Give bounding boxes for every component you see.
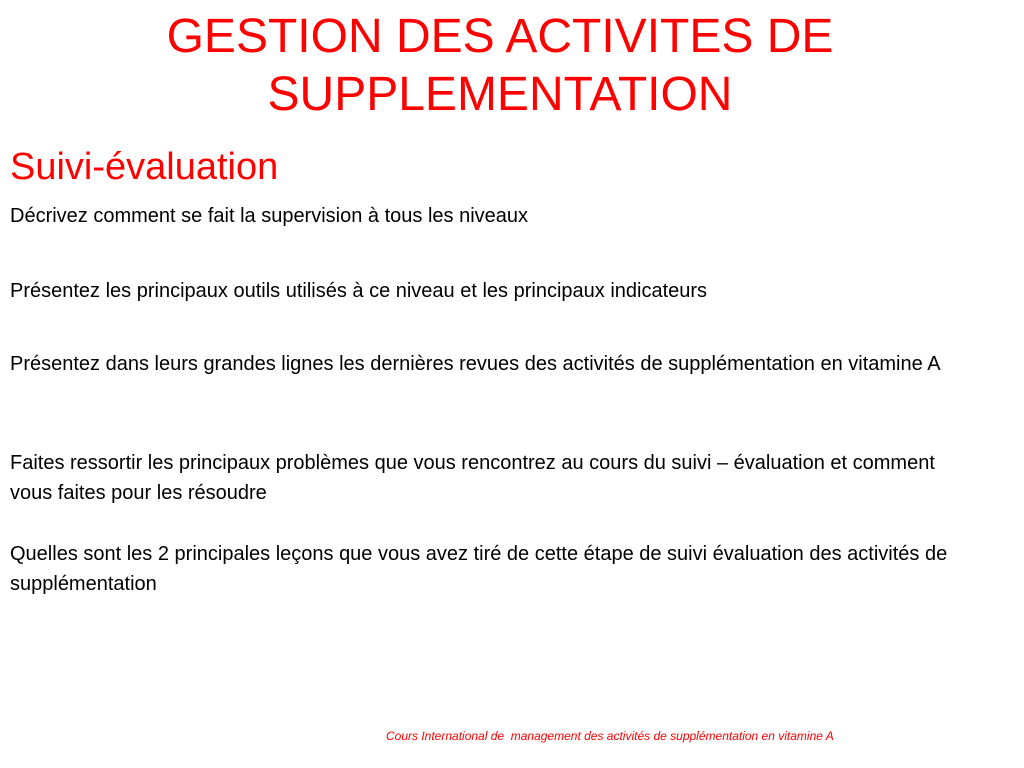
paragraph-lessons: Quelles sont les 2 principales leçons que vous avez tiré de cette étape de suivi évaluation des activités de supplémentation — [10, 543, 948, 595]
slide-title — [0, 8, 1000, 124]
slide-title-line-2: SUPPLEMENTATION — [267, 68, 733, 121]
slide-footer: Cours International de management des activités de supplémentation en vitamine A — [386, 729, 834, 743]
slide-title-line-1: GESTION DES ACTIVITES DE — [166, 10, 834, 63]
paragraph-tools-indicators: Présentez les principaux outils utilisés à ce niveau et les principaux indicateurs — [10, 280, 708, 302]
section-heading: Suivi-évaluation — [10, 146, 279, 188]
paragraph-supervision: Décrivez comment se fait la supervision à tous les niveaux — [10, 205, 529, 227]
paragraph-reviews: Présentez dans leurs grandes lignes les dernières revues des activités de supplémentation en vitamine A — [10, 353, 941, 375]
paragraph-problems: Faites ressortir les principaux problèmes que vous rencontrez au cours du suivi – évaluation et comment vous faites pour les résoudre — [10, 452, 935, 504]
